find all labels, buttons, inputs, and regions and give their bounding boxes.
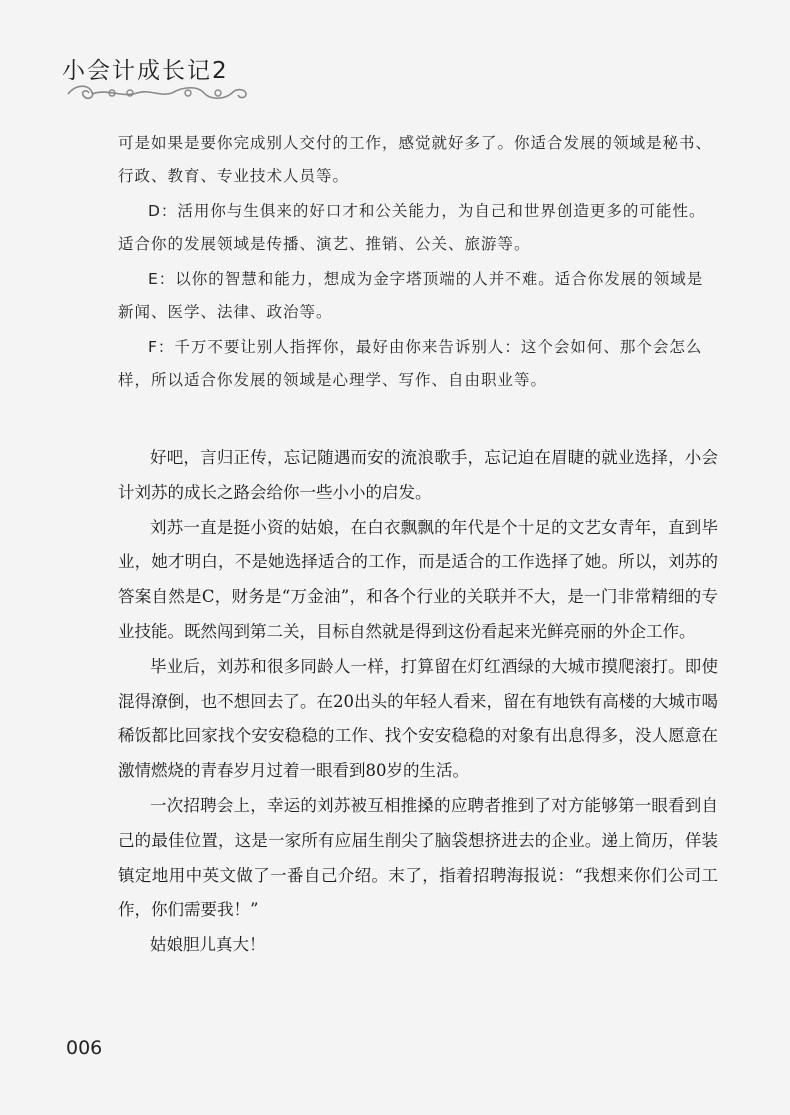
story-paragraph: 一次招聘会上，幸运的刘苏被互相推搡的应聘者推到了对方能够第一眼看到自己的最佳位置，这是一家所有应届生削尖了脑袋想挤进去的企业。递上简历，佯装镇定地用中英文做了一番自己介绍。末了，指着招聘海报说：“我想来你们公司工作，你们需要我！” (118, 795, 718, 920)
book-title: 小会计成长记2 (62, 58, 229, 84)
quiz-paragraph-f: F：千万不要让别人指挥你，最好由你来告诉别人：这个会如何、那个会怎么样，所以适合你发展的领域是心理学、写作、自由职业等。 (118, 338, 703, 389)
quiz-paragraph-d: D：活用你与生俱来的好口才和公关能力，为自己和世界创造更多的可能性。适合你的发展领域是传播、演艺、推销、公关、旅游等。 (118, 202, 706, 253)
story-paragraph: 好吧，言归正传，忘记随遇而安的流浪歌手，忘记迫在眉睫的就业选择，小会计刘苏的成长之路会给你一些小小的启发。 (118, 448, 718, 502)
quiz-results-section (118, 127, 718, 399)
story-paragraph: 姑娘胆儿真大！ (150, 935, 266, 955)
ornament-flourish-icon (62, 82, 252, 104)
story-paragraph: 毕业后，刘苏和很多同龄人一样，打算留在灯红酒绿的大城市摸爬滚打。即使混得潦倒，也不想回去了。在20出头的年轻人看来，留在有地铁有高楼的大城市喝稀饭都比回家找个安安稳稳的工作、找个安安稳稳的对象有出息得多，没人愿意在激情燃烧的青春岁月过着一眼看到80岁的生活。 (118, 656, 718, 781)
story-paragraph: 刘苏一直是挺小资的姑娘，在白衣飘飘的年代是个十足的文艺女青年，直到毕业，她才明白，不是她选择适合的工作，而是适合的工作选择了她。所以，刘苏的答案自然是C，财务是“万金油”，和各个行业的关联并不大，是一门非常精细的专业技能。既然闯到第二关，目标自然就是得到这份看起来光鲜亮丽的外企工作。 (118, 517, 718, 641)
page-number: 006 (66, 1037, 103, 1059)
quiz-paragraph-e: E：以你的智慧和能力，想成为金字塔顶端的人并不难。适合你发展的领域是新闻、医学、法律、政治等。 (118, 270, 704, 321)
story-section (118, 441, 718, 963)
page-header (0, 52, 790, 112)
quiz-paragraph-c-continued: 可是如果是要你完成别人交付的工作，感觉就好多了。你适合发展的领域是秘书、行政、教育、专业技术人员等。 (118, 134, 713, 185)
